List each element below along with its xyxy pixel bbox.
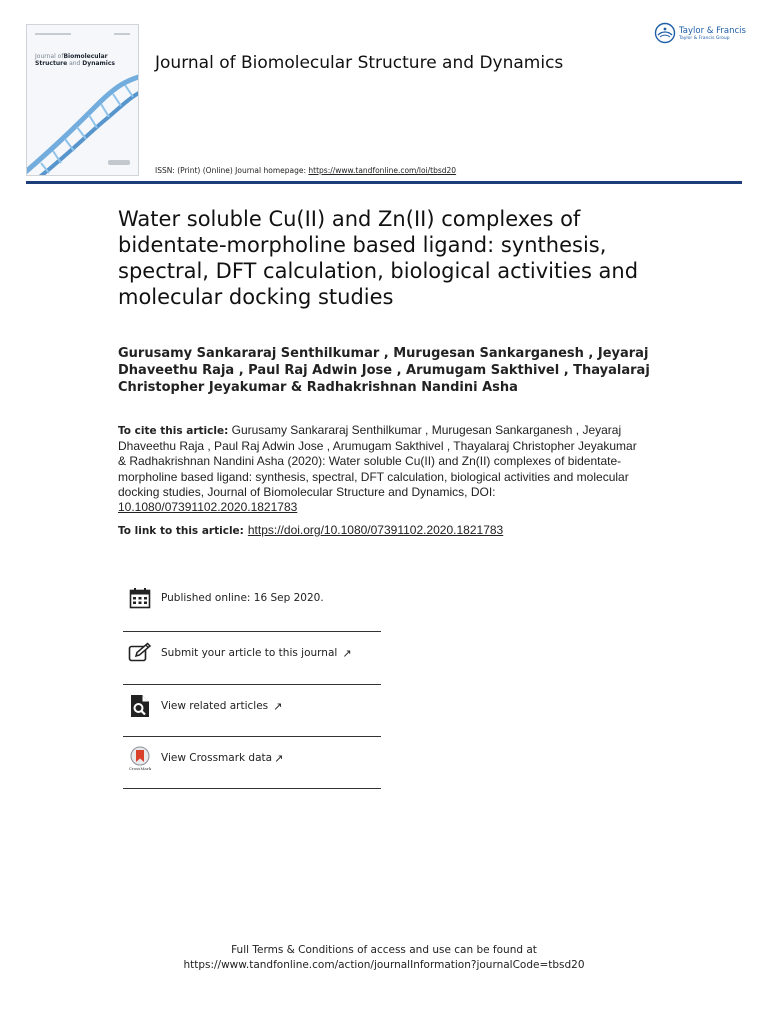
article-title: Water soluble Cu(II) and Zn(II) complexes of bidentate-morpholine based ligand: synthesis, spectral, DFT calculation, biological activities and molecular docking studies [118,207,639,309]
external-link-icon: ↗︎ [273,699,283,713]
crossmark-text: View Crossmark data [161,752,273,764]
journal-homepage-link[interactable]: https://www.tandfonline.com/loi/tbsd20 [308,166,457,175]
dna-helix-icon [27,25,139,176]
related-articles-icon [127,693,153,719]
citation-label: To cite this article: [118,425,229,437]
external-link-icon: ↗︎ [274,751,284,765]
article-doi-url[interactable]: https://doi.org/10.1080/07391102.2020.1821783 [247,523,504,537]
citation-doi-link[interactable]: 10.1080/07391102.2020.1821783 [118,500,298,515]
citation-block [118,423,638,515]
journal-title: Journal of Biomolecular Structure and Dynamics [155,53,564,73]
related-articles-link[interactable] [123,680,381,732]
crossmark-link[interactable] [123,732,381,784]
submit-article-text: Submit your article to this journal [161,647,338,659]
external-link-icon: ↗︎ [342,646,352,660]
link-label: To link to this article: [118,525,244,537]
issn-text: ISSN: (Print) (Online) Journal homepage: [155,166,309,175]
crossmark-caption: CrossMark [128,765,152,771]
published-online-text: Published online: 16 Sep 2020. [161,592,324,604]
cover-title-line1: Journal ofBiomolecular [35,53,108,60]
related-articles-text: View related articles [161,700,269,712]
calendar-icon [127,585,153,611]
info-divider [123,788,381,789]
submit-article-link[interactable] [123,627,381,679]
taylor-francis-logo-icon [654,22,676,44]
cover-title-line2: Structure and Dynamics [35,60,115,67]
citation-text: Gurusamy Sankararaj Senthilkumar , Murugesan Sankarganesh , Jeyaraj Dhaveethu Raja , Paul Raj Adwin Jose , Arumugam Sakthivel , Thayalaraj Christopher Jeyakumar & Radhakrishnan Nandini Asha (2020): Water soluble Cu(II) and Zn(II) complexes of bidentate-morpholine based ligand: synthesis, spectral, DFT calculation, biological activities and molecular docking studies, Journal of Biomolecular Structure and Dynamics, DOI: [118,423,637,499]
publisher-name: Taylor & Francis Taylor & Francis Group [679,26,746,41]
edit-icon [127,640,153,666]
crossmark-icon [127,745,153,771]
journal-cover-image [26,24,139,176]
cover-publisher-mark [108,160,130,165]
issn-line [155,166,456,176]
article-link-line [118,523,678,539]
terms-footer [0,943,768,973]
publisher-logo[interactable] [654,22,746,46]
terms-line1: Full Terms & Conditions of access and use can be found at [231,944,537,956]
terms-url[interactable]: https://www.tandfonline.com/action/journalInformation?journalCode=tbsd20 [183,959,585,971]
header-divider [26,181,742,184]
publisher-sub: Taylor & Francis Group [679,36,730,41]
article-authors: Gurusamy Sankararaj Senthilkumar , Murugesan Sankarganesh , Jeyaraj Dhaveethu Raja , Paul Raj Adwin Jose , Arumugam Sakthivel , Thayalaraj Christopher Jeyakumar & Radhakrishnan Nandini Asha [118,346,650,395]
published-online-row [123,572,381,624]
